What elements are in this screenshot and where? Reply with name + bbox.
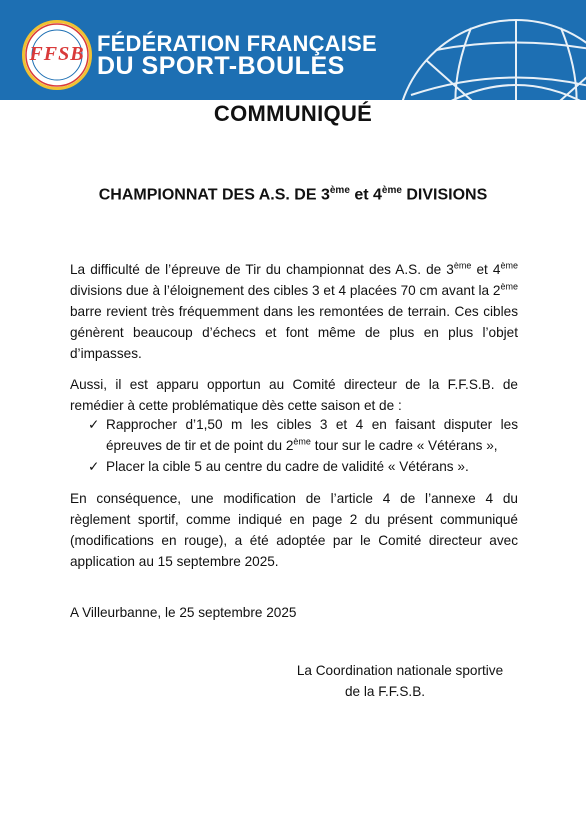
list-item xyxy=(88,414,518,456)
title-part: CHAMPIONNAT DES A.S. DE 3 xyxy=(98,186,330,204)
superscript: ème xyxy=(500,281,518,292)
title-superscript: ème xyxy=(329,185,350,196)
checkmark-icon: ✓ xyxy=(88,417,100,432)
text-run: tour sur le cadre « Vétérans », xyxy=(310,438,498,453)
list-item xyxy=(88,456,518,477)
superscript: ème xyxy=(500,260,518,271)
signature-line1: La Coordination nationale sportive xyxy=(296,663,504,678)
ffsb-logo xyxy=(22,20,92,90)
federation-name-line2: DU SPORT-BOULES xyxy=(97,52,345,80)
text-run: divisions due à l’éloignement des cibles 3 et 4 placées 70 cm avant la 2 xyxy=(70,283,501,298)
text-run: barre revient très fréquemment dans les remontées de terrain. Ces cibles génèrent beaucoup d’échecs et font même de plus en plus l’objet d’impasses. xyxy=(70,304,518,361)
paragraph-decision: Aussi, il est apparu opportun au Comité directeur de la F.F.S.B. de remédier à cette problématique dès cette saison et de : xyxy=(70,377,518,413)
text-run: Rapprocher d’1,50 m les cibles 3 et 4 en faisant disputer les épreuves de tir et de point du 2 xyxy=(106,417,518,453)
logo-text: FFSB xyxy=(29,43,85,65)
superscript: ème xyxy=(293,436,311,447)
measures-list xyxy=(88,414,518,477)
title-superscript: ème xyxy=(381,185,402,196)
text-run: Placer la cible 5 au centre du cadre de validité « Vétérans ». xyxy=(106,459,469,474)
place-date: A Villeurbanne, le 25 septembre 2025 xyxy=(70,605,297,620)
checkmark-icon: ✓ xyxy=(88,459,100,474)
communique-heading: COMMUNIQUÉ xyxy=(213,101,373,126)
paragraph-difficulty xyxy=(70,259,518,364)
signature-line2: de la F.F.S.B. xyxy=(344,684,426,699)
text-run: et 4 xyxy=(471,262,501,277)
document-title xyxy=(0,185,586,204)
paragraph-consequence: En conséquence, une modification de l’article 4 de l’annexe 4 du règlement sportif, comme indiqué en page 2 du présent communiqué (modifications en rouge), a été adoptée par le Comité directeur avec application au 15 septembre 2025. xyxy=(70,491,518,569)
text-run: La difficulté de l’épreuve de Tir du championnat des A.S. de 3 xyxy=(70,262,454,277)
title-part: DIVISIONS xyxy=(401,186,488,204)
federation-name-line1: FÉDÉRATION FRANÇAISE xyxy=(97,31,377,56)
superscript: ème xyxy=(453,260,472,271)
title-part: et 4 xyxy=(349,186,382,204)
